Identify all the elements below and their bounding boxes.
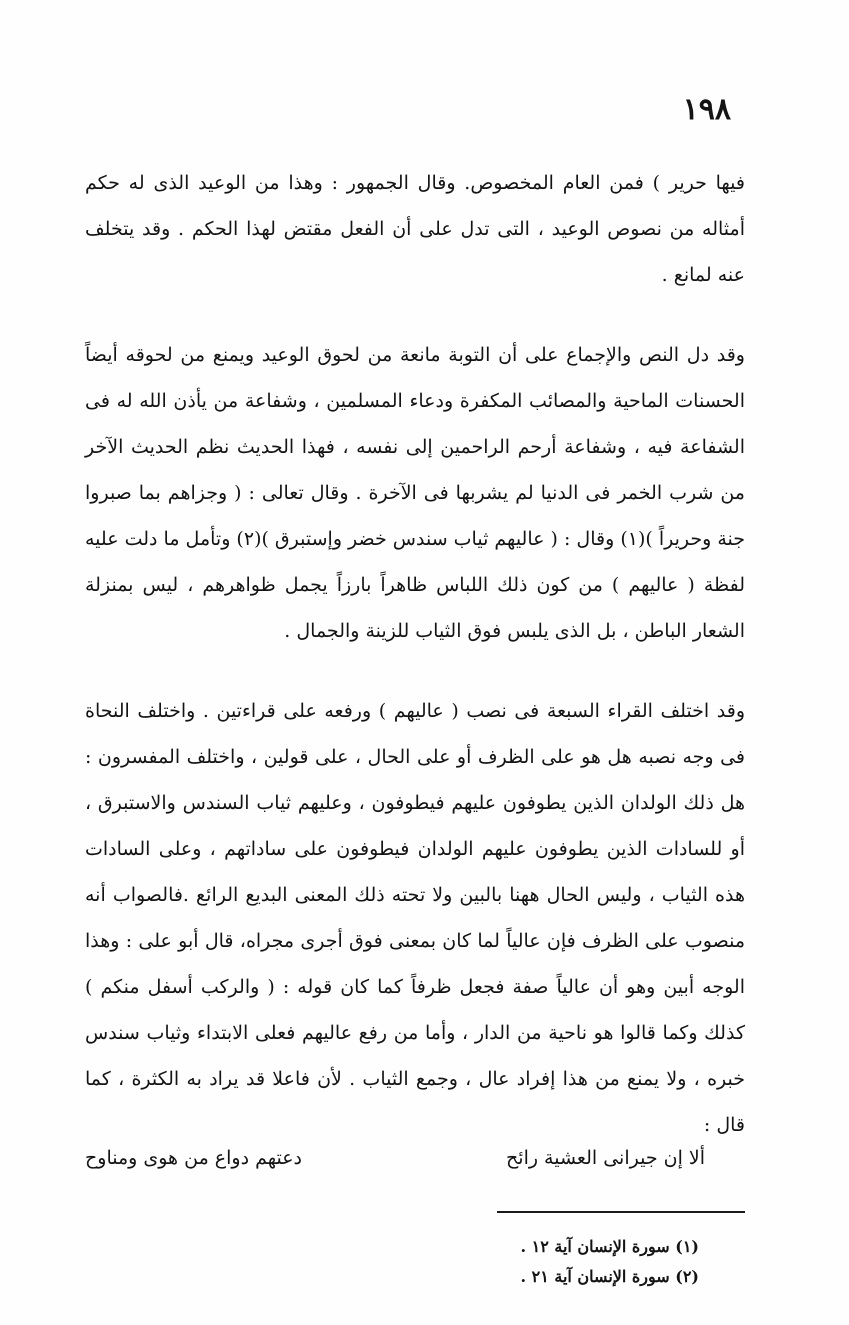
verse-second-hemistich: دعتهم دواع من هوى ومناوح — [85, 1147, 303, 1169]
footnote-2: (٢) سورة الإنسان آية ٢١ . — [520, 1267, 699, 1286]
poetry-verse — [85, 1138, 745, 1178]
paragraph-1: فيها حرير ) فمن العام المخصوص. وقال الجمهور : وهذا من الوعيد الذى له حكم أمثاله من نصوص الوعيد ، التى تدل على أن الفعل مقتض لهذا الحكم . وقد يتخلف عنه لمانع . — [85, 172, 745, 286]
footnote-1: (١) سورة الإنسان آية ١٢ . — [520, 1237, 699, 1256]
footnote-divider — [497, 1211, 745, 1213]
paragraph-2: وقد دل النص والإجماع على أن التوبة مانعة من لحوق الوعيد ويمنع من لحوقه أيضاً الحسنات الماحية والمصائب المكفرة ودعاء المسلمين ، وشفاعة من يأذن الله له فى الشفاعة فيه ، وشفاعة أرحم الراحمين إلى نفسه ، فهذا الحديث نظم الحديث الآخر من شرب الخمر فى الدنيا لم يشربها فى الآخرة . وقال تعالى : ( وجزاهم بما صبروا جنة وحريراً )(١) وقال : ( عاليهم ثياب سندس خضر وإستبرق )(٢) وتأمل ما دلت عليه لفظة ( عاليهم ) من كون ذلك اللباس ظاهراً بارزاً يجمل ظواهرهم ، ليس بمنزلة الشعار الباطن ، بل الذى يلبس فوق الثياب للزينة والجمال . — [85, 344, 745, 642]
main-text — [85, 160, 745, 1148]
paragraph-3: وقد اختلف القراء السبعة فى نصب ( عاليهم ) ورفعه على قراءتين . واختلف النحاة فى وجه نصبه هل هو على الظرف أو على الحال ، على قولين ، واختلف المفسرون : هل ذلك الولدان الذين يطوفون عليهم فيطوفون ، وعليهم ثياب السندس والاستبرق ، أو للسادات الذين يطوفون عليهم الولدان فيطوفون على ساداتهم ، وعلى السادات هذه الثياب ، وليس الحال ههنا بالبين ولا تحته ذلك المعنى البديع الرائع .فالصواب أنه منصوب على الظرف فإن عالياً لما كان بمعنى فوق أجرى مجراه، قال أبو على : وهذا الوجه أبين وهو أن عالياً صفة فجعل ظرفاً كما كان قوله : ( والركب أسفل منكم ) كذلك وكما قالوا هو ناحية من الدار ، وأما من رفع عاليهم فعلى الابتداء وثياب سندس خبره ، ولا يمنع من هذا إفراد عال ، وجمع الثياب . لأن فاعلا قد يراد به الكثرة ، كما قال : — [85, 700, 745, 1136]
verse-first-hemistich: ألا إن جيرانى العشية رائح — [506, 1147, 705, 1169]
footnotes — [299, 1232, 699, 1292]
page-number: ١٩٨ — [682, 92, 731, 127]
